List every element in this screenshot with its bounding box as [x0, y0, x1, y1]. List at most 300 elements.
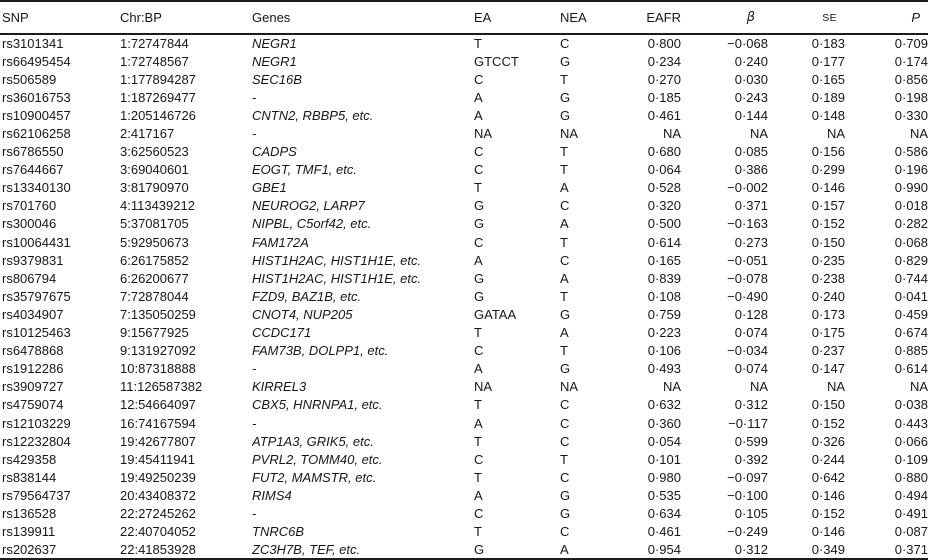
cell-se: 0·642	[811, 469, 845, 485]
table-row	[0, 88, 928, 106]
cell-ea: A	[474, 89, 483, 105]
cell-beta: −0·051	[727, 252, 768, 268]
cell-p: 0·038	[894, 397, 928, 413]
cell-nea: NA	[560, 379, 579, 395]
cell-se: 0·237	[811, 343, 845, 359]
cell-p: NA	[909, 379, 928, 395]
cell-genes: NEUROG2, LARP7	[252, 198, 365, 214]
cell-p: 0·330	[894, 107, 928, 123]
cell-p: 0·198	[894, 89, 928, 105]
col-header-se: SE	[768, 1, 845, 34]
cell-eafr: 0·223	[647, 325, 681, 341]
cell-beta: −0·034	[727, 343, 768, 359]
cell-ea: T	[474, 397, 482, 413]
cell-beta: 0·030	[734, 71, 768, 87]
cell-beta: 0·371	[734, 198, 768, 214]
cell-genes: CCDC171	[252, 325, 312, 341]
cell-chrbp: 2:417167	[120, 126, 175, 142]
cell-genes: EOGT, TMF1, etc.	[252, 162, 357, 178]
cell-eafr: 0·185	[647, 89, 681, 105]
cell-p: 0·744	[894, 270, 928, 286]
cell-genes: CNTN2, RBBP5, etc.	[252, 107, 374, 123]
cell-p: 0·109	[894, 451, 928, 467]
cell-nea: G	[560, 361, 571, 377]
cell-nea: C	[560, 36, 570, 52]
cell-beta: NA	[749, 126, 768, 142]
cell-ea: G	[474, 541, 485, 557]
cell-nea: G	[560, 53, 571, 69]
cell-genes: -	[252, 505, 257, 521]
cell-ea: G	[474, 216, 485, 232]
table-row	[0, 305, 928, 323]
cell-nea: G	[560, 306, 571, 322]
cell-snp: rs10125463	[2, 325, 71, 341]
cell-p: 0·068	[894, 234, 928, 250]
cell-nea: NA	[560, 126, 579, 142]
cell-genes: NEGR1	[252, 36, 297, 52]
cell-beta: 0·240	[734, 53, 768, 69]
cell-ea: G	[474, 270, 485, 286]
cell-p: 0·674	[894, 325, 928, 341]
cell-p: 0·087	[894, 524, 928, 540]
table-row	[0, 414, 928, 432]
cell-ea: A	[474, 487, 483, 503]
cell-nea: A	[560, 270, 569, 286]
cell-nea: C	[560, 397, 570, 413]
cell-genes: CADPS	[252, 144, 297, 160]
cell-beta: NA	[749, 379, 768, 395]
cell-eafr: 0·759	[647, 306, 681, 322]
table-row	[0, 124, 928, 142]
cell-eafr: 0·632	[647, 397, 681, 413]
cell-chrbp: 12:54664097	[120, 397, 196, 413]
cell-nea: G	[560, 107, 571, 123]
cell-ea: C	[474, 505, 484, 521]
cell-p: 0·443	[894, 415, 928, 431]
cell-chrbp: 19:45411941	[120, 451, 195, 467]
cell-eafr: 0·800	[647, 36, 681, 52]
cell-eafr: 0·493	[647, 361, 681, 377]
cell-p: NA	[909, 126, 928, 142]
cell-p: 0·614	[894, 361, 928, 377]
cell-eafr: 0·980	[647, 469, 681, 485]
cell-ea: GATAA	[474, 306, 517, 322]
cell-se: 0·175	[811, 325, 845, 341]
cell-eafr: 0·270	[647, 71, 681, 87]
cell-beta: 0·273	[734, 234, 768, 250]
cell-eafr: 0·360	[647, 415, 681, 431]
cell-eafr: 0·320	[647, 198, 681, 214]
cell-ea: C	[474, 451, 484, 467]
cell-beta: 0·074	[734, 325, 768, 341]
cell-se: 0·147	[811, 361, 845, 377]
cell-snp: rs806794	[2, 270, 57, 286]
cell-se: 0·238	[811, 270, 845, 286]
cell-ea: C	[474, 343, 484, 359]
cell-eafr: 0·101	[647, 451, 681, 467]
cell-snp: rs4034907	[2, 306, 64, 322]
cell-snp: rs36016753	[2, 89, 71, 105]
cell-nea: T	[560, 451, 568, 467]
cell-chrbp: 4:113439212	[120, 198, 195, 214]
cell-chrbp: 22:27245262	[120, 505, 196, 521]
cell-nea: T	[560, 144, 568, 160]
cell-snp: rs10064431	[2, 234, 71, 250]
cell-chrbp: 19:42677807	[120, 433, 196, 449]
cell-nea: C	[560, 198, 570, 214]
cell-nea: C	[560, 415, 570, 431]
cell-chrbp: 7:135050259	[120, 306, 196, 322]
table-row	[0, 161, 928, 179]
cell-snp: rs3909727	[2, 379, 64, 395]
cell-se: 0·146	[811, 524, 845, 540]
cell-chrbp: 20:43408372	[120, 487, 196, 503]
cell-se: 0·349	[811, 541, 845, 557]
table-row	[0, 523, 928, 541]
header-row	[0, 1, 928, 34]
cell-se: 0·173	[811, 306, 845, 322]
cell-chrbp: 1:205146726	[120, 107, 196, 123]
cell-beta: 0·312	[734, 397, 768, 413]
table-row	[0, 504, 928, 522]
table-row	[0, 143, 928, 161]
cell-p: 0·856	[894, 71, 928, 87]
cell-snp: rs136528	[2, 505, 57, 521]
cell-snp: rs79564737	[2, 487, 71, 503]
col-header-chrbp: Chr:BP	[120, 1, 252, 34]
cell-nea: G	[560, 505, 571, 521]
table-row	[0, 360, 928, 378]
cell-se: 0·156	[811, 144, 845, 160]
table-row	[0, 197, 928, 215]
cell-se: NA	[826, 379, 845, 395]
cell-genes: -	[252, 415, 257, 431]
cell-snp: rs7644667	[2, 162, 64, 178]
table-row	[0, 70, 928, 88]
cell-p: 0·371	[894, 541, 928, 557]
cell-genes: KIRREL3	[252, 379, 307, 395]
cell-genes: ATP1A3, GRIK5, etc.	[252, 433, 374, 449]
cell-chrbp: 22:41853928	[120, 541, 196, 557]
cell-ea: GTCCT	[474, 53, 519, 69]
cell-nea: A	[560, 180, 569, 196]
table-row	[0, 324, 928, 342]
col-header-p: P	[845, 1, 928, 34]
cell-beta: −0·490	[727, 288, 768, 304]
cell-snp: rs13340130	[2, 180, 71, 196]
table-row	[0, 432, 928, 450]
cell-ea: G	[474, 198, 485, 214]
table-row	[0, 396, 928, 414]
table-row	[0, 233, 928, 251]
cell-p: 0·494	[894, 487, 928, 503]
cell-beta: −0·117	[728, 415, 768, 431]
cell-genes: FAM172A	[252, 234, 309, 250]
cell-eafr: 0·680	[647, 144, 681, 160]
cell-chrbp: 3:81790970	[120, 180, 189, 196]
cell-snp: rs66495454	[2, 53, 71, 69]
cell-eafr: 0·461	[647, 107, 681, 123]
cell-genes: FZD9, BAZ1B, etc.	[252, 288, 362, 304]
cell-beta: −0·163	[727, 216, 768, 232]
cell-chrbp: 3:62560523	[120, 144, 189, 160]
col-header-beta: β	[681, 1, 768, 34]
cell-genes: HIST1H2AC, HIST1H1E, etc.	[252, 252, 422, 268]
cell-chrbp: 11:126587382	[120, 379, 203, 395]
cell-chrbp: 10:87318888	[120, 361, 196, 377]
cell-ea: T	[474, 433, 482, 449]
cell-se: 0·235	[811, 252, 845, 268]
cell-beta: 0·392	[734, 451, 768, 467]
cell-se: 0·183	[811, 36, 845, 52]
cell-chrbp: 5:37081705	[120, 216, 189, 232]
cell-chrbp: 6:26175852	[120, 252, 189, 268]
table-row	[0, 34, 928, 52]
cell-chrbp: 9:131927092	[120, 343, 196, 359]
cell-snp: rs10900457	[2, 107, 71, 123]
table-row	[0, 450, 928, 468]
cell-nea: T	[560, 234, 568, 250]
cell-p: 0·829	[894, 252, 928, 268]
cell-genes: NEGR1	[252, 53, 297, 69]
cell-beta: −0·097	[727, 469, 768, 485]
cell-ea: C	[474, 71, 484, 87]
col-header-nea: NEA	[560, 1, 637, 34]
cell-se: 0·152	[811, 505, 845, 521]
cell-beta: 0·128	[734, 306, 768, 322]
cell-beta: −0·002	[727, 180, 768, 196]
cell-chrbp: 3:69040601	[120, 162, 189, 178]
cell-ea: C	[474, 144, 484, 160]
cell-genes: CBX5, HNRNPA1, etc.	[252, 397, 383, 413]
table-row	[0, 269, 928, 287]
cell-nea: C	[560, 252, 570, 268]
cell-eafr: 0·165	[647, 252, 681, 268]
cell-se: 0·152	[811, 415, 845, 431]
cell-p: 0·066	[894, 433, 928, 449]
cell-p: 0·018	[894, 198, 928, 214]
cell-genes: -	[252, 361, 257, 377]
cell-snp: rs300046	[2, 216, 57, 232]
cell-nea: T	[560, 288, 568, 304]
cell-se: 0·157	[811, 198, 845, 214]
cell-eafr: 0·461	[647, 524, 681, 540]
cell-snp: rs62106258	[2, 126, 71, 142]
cell-eafr: 0·839	[647, 270, 681, 286]
table-row	[0, 378, 928, 396]
cell-eafr: 0·106	[647, 343, 681, 359]
cell-beta: 0·144	[734, 107, 768, 123]
cell-nea: C	[560, 433, 570, 449]
cell-eafr: 0·234	[647, 53, 681, 69]
cell-se: 0·150	[811, 234, 845, 250]
cell-nea: C	[560, 469, 570, 485]
cell-ea: C	[474, 162, 484, 178]
cell-snp: rs3101341	[2, 36, 64, 52]
cell-genes: NIPBL, C5orf42, etc.	[252, 216, 372, 232]
cell-ea: T	[474, 180, 482, 196]
cell-nea: G	[560, 487, 571, 503]
table-row	[0, 179, 928, 197]
cell-chrbp: 19:49250239	[120, 469, 196, 485]
cell-beta: −0·078	[727, 270, 768, 286]
cell-snp: rs1912286	[2, 361, 64, 377]
cell-snp: rs35797675	[2, 288, 71, 304]
cell-genes: CNOT4, NUP205	[252, 306, 353, 322]
cell-se: NA	[826, 126, 845, 142]
cell-eafr: 0·954	[647, 541, 681, 557]
cell-se: 0·146	[811, 487, 845, 503]
cell-snp: rs506589	[2, 71, 57, 87]
cell-p: 0·990	[894, 180, 928, 196]
cell-snp: rs701760	[2, 198, 57, 214]
cell-se: 0·146	[811, 180, 845, 196]
col-header-genes: Genes	[252, 1, 474, 34]
cell-nea: T	[560, 71, 568, 87]
table-row	[0, 215, 928, 233]
cell-genes: -	[252, 126, 257, 142]
table-row	[0, 342, 928, 360]
cell-eafr: 0·500	[647, 216, 681, 232]
cell-genes: HIST1H2AC, HIST1H1E, etc.	[252, 270, 422, 286]
cell-snp: rs429358	[2, 451, 57, 467]
cell-chrbp: 1:72747844	[120, 36, 189, 52]
cell-eafr: 0·634	[647, 505, 681, 521]
cell-ea: T	[474, 469, 482, 485]
cell-beta: 0·105	[734, 505, 768, 521]
cell-p: 0·041	[894, 288, 928, 304]
table-row	[0, 541, 928, 559]
cell-se: 0·165	[811, 71, 845, 87]
cell-beta: −0·249	[727, 524, 768, 540]
cell-ea: A	[474, 415, 483, 431]
cell-ea: A	[474, 361, 483, 377]
cell-genes: FAM73B, DOLPP1, etc.	[252, 343, 389, 359]
table-row	[0, 52, 928, 70]
table-row	[0, 468, 928, 486]
cell-beta: −0·068	[727, 36, 768, 52]
col-header-snp: SNP	[0, 1, 120, 34]
cell-chrbp: 1:177894287	[120, 71, 196, 87]
cell-eafr: NA	[662, 379, 681, 395]
cell-ea: T	[474, 325, 482, 341]
cell-nea: T	[560, 343, 568, 359]
cell-snp: rs838144	[2, 469, 57, 485]
cell-chrbp: 16:74167594	[120, 415, 196, 431]
cell-se: 0·299	[811, 162, 845, 178]
cell-p: 0·174	[894, 53, 928, 69]
cell-ea: NA	[474, 379, 493, 395]
cell-genes: SEC16B	[252, 71, 302, 87]
cell-nea: T	[560, 162, 568, 178]
cell-chrbp: 9:15677925	[120, 325, 189, 341]
cell-se: 0·244	[811, 451, 845, 467]
cell-chrbp: 1:72748567	[120, 53, 189, 69]
cell-snp: rs12103229	[2, 415, 71, 431]
cell-eafr: 0·614	[647, 234, 681, 250]
cell-snp: rs12232804	[2, 433, 71, 449]
cell-p: 0·709	[894, 36, 928, 52]
cell-se: 0·326	[811, 433, 845, 449]
cell-se: 0·189	[811, 89, 845, 105]
cell-chrbp: 6:26200677	[120, 270, 189, 286]
table-row	[0, 106, 928, 124]
cell-ea: A	[474, 252, 483, 268]
cell-p: 0·459	[894, 306, 928, 322]
cell-beta: 0·386	[734, 162, 768, 178]
cell-genes: GBE1	[252, 180, 287, 196]
cell-nea: C	[560, 524, 570, 540]
cell-chrbp: 7:72878044	[120, 288, 189, 304]
cell-eafr: NA	[662, 126, 681, 142]
col-header-eafr: EAFR	[637, 1, 681, 34]
cell-nea: G	[560, 89, 571, 105]
col-header-ea: EA	[474, 1, 560, 34]
cell-beta: 0·599	[734, 433, 768, 449]
cell-beta: 0·312	[734, 541, 768, 557]
table-row	[0, 486, 928, 504]
cell-chrbp: 22:40704052	[120, 524, 196, 540]
cell-snp: rs6478868	[2, 343, 64, 359]
cell-genes: RIMS4	[252, 487, 292, 503]
cell-ea: T	[474, 36, 482, 52]
cell-snp: rs6786550	[2, 144, 64, 160]
cell-genes: PVRL2, TOMM40, etc.	[252, 451, 383, 467]
cell-p: 0·282	[894, 216, 928, 232]
cell-beta: 0·243	[734, 89, 768, 105]
cell-ea: C	[474, 234, 484, 250]
table-body	[0, 34, 928, 559]
cell-p: 0·196	[894, 162, 928, 178]
cell-se: 0·148	[811, 107, 845, 123]
cell-beta: −0·100	[727, 487, 768, 503]
cell-p: 0·491	[894, 505, 928, 521]
cell-nea: A	[560, 541, 569, 557]
cell-genes: TNRC6B	[252, 524, 305, 540]
cell-ea: G	[474, 288, 485, 304]
cell-ea: NA	[474, 126, 493, 142]
cell-eafr: 0·064	[647, 162, 681, 178]
cell-ea: A	[474, 107, 483, 123]
cell-snp: rs9379831	[2, 252, 64, 268]
cell-se: 0·150	[811, 397, 845, 413]
cell-p: 0·885	[894, 343, 928, 359]
cell-se: 0·240	[811, 288, 845, 304]
cell-beta: 0·085	[734, 144, 768, 160]
table-row	[0, 251, 928, 269]
cell-chrbp: 5:92950673	[120, 234, 189, 250]
cell-snp: rs139911	[2, 524, 56, 540]
cell-genes: ZC3H7B, TEF, etc.	[252, 541, 361, 557]
cell-eafr: 0·108	[647, 288, 681, 304]
cell-se: 0·177	[811, 53, 845, 69]
cell-nea: A	[560, 216, 569, 232]
cell-ea: T	[474, 524, 482, 540]
cell-eafr: 0·528	[647, 180, 681, 196]
cell-eafr: 0·535	[647, 487, 681, 503]
cell-snp: rs202637	[2, 541, 57, 557]
cell-beta: 0·074	[734, 361, 768, 377]
cell-genes: -	[252, 89, 257, 105]
cell-genes: FUT2, MAMSTR, etc.	[252, 469, 377, 485]
cell-snp: rs4759074	[2, 397, 64, 413]
cell-nea: A	[560, 325, 569, 341]
cell-p: 0·586	[894, 144, 928, 160]
cell-se: 0·152	[811, 216, 845, 232]
cell-eafr: 0·054	[647, 433, 681, 449]
cell-p: 0·880	[894, 469, 928, 485]
table-row	[0, 287, 928, 305]
